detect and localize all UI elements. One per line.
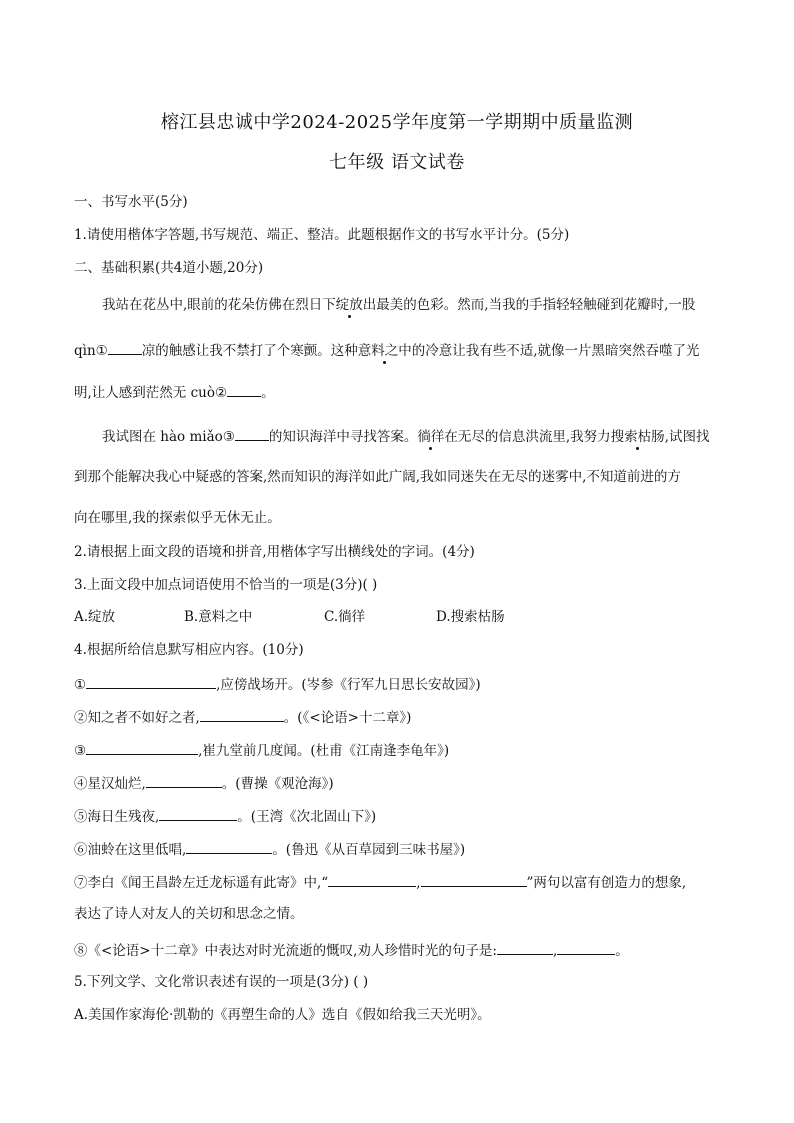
question-1: 1.请使用楷体字答题,书写规范、端正、整洁。此题根据作文的书写水平计分。(5分): [74, 227, 570, 243]
q4-item-5: [74, 806, 734, 826]
item-text: 。(曹操《观沧海》): [221, 776, 334, 792]
item-text: ⑦李白《闻王昌龄左迁龙标遥有此寄》中,“: [74, 875, 329, 891]
pinyin-label: 明,让人感到茫然无 cuò②: [74, 385, 228, 401]
passage-text: 的冷意让我有些不适,就像一片黑暗突然吞噬了光: [411, 343, 700, 359]
answer-blank[interactable]: [86, 740, 198, 755]
dotted-word: 徜徉: [417, 429, 445, 445]
answer-blank[interactable]: [200, 707, 284, 722]
q4-item-4: [74, 773, 734, 793]
item-text: 。(王湾《次北固山下》): [237, 809, 377, 825]
item-text: 。(鲁迅《从百草园到三味书屋》): [272, 842, 466, 858]
pinyin-label: qìn①: [74, 343, 108, 359]
section-2-heading: 二、基础积累(共4道小题,20分): [74, 260, 264, 276]
pinyin-label: 我试图在 hào miǎo③: [102, 429, 235, 445]
passage-p2-line1: [102, 426, 762, 446]
passage-text: 在无尽的信息洪流里,我努力: [444, 429, 611, 445]
answer-blank[interactable]: [146, 773, 222, 788]
item-text: ,: [416, 875, 421, 891]
q4-item-8: [74, 940, 734, 960]
item-text: ②知之者不如好之者,: [74, 710, 200, 726]
answer-blank[interactable]: [86, 674, 216, 689]
item-text: 。: [615, 943, 629, 959]
question-5: 5.下列文学、文化常识表述有误的一项是(3分) ( ): [74, 974, 369, 990]
dotted-word: 意料之中: [357, 343, 412, 359]
question-2: 2.请根据上面文段的语境和拼音,用楷体字写出横线处的字词。(4分): [74, 544, 475, 560]
exam-title: 榕江县忠诚中学2024-2025学年度第一学期期中质量监测: [160, 112, 634, 133]
dotted-word: 绽放: [335, 297, 363, 313]
question-4: 4.根据所给信息默写相应内容。(10分): [74, 642, 304, 658]
answer-blank[interactable]: [235, 426, 269, 441]
item-text: ⑥油蛉在这里低唱,: [74, 842, 187, 858]
q4-item-6: [74, 839, 734, 859]
section-1-heading: 一、书写水平(5分): [74, 194, 188, 210]
passage-text: 的知识海洋中寻找答案。: [268, 429, 418, 445]
q4-item-2: [74, 707, 734, 727]
passage-p1-line1: [102, 296, 762, 314]
item-text: 。(《<论语>十二章》): [283, 710, 412, 726]
passage-text: 出最美的色彩。然而,当我的手指轻轻触碰到花瓣时,一股: [362, 297, 696, 313]
item-text: ,崔九堂前几度闻。(杜甫《江南逢李龟年》): [198, 743, 450, 759]
question-3-options: [74, 608, 734, 626]
item-text: ⑧《<论语>十二章》中表达对时光流逝的慨叹,劝人珍惜时光的句子是:: [74, 943, 497, 959]
passage-text: 。: [261, 385, 275, 401]
option-a[interactable]: A.绽放: [74, 609, 116, 625]
question-3: 3.上面文段中加点词语使用不恰当的一项是(3分)( ): [74, 577, 378, 593]
item-marker: ①: [74, 677, 87, 693]
option-d[interactable]: D.搜索枯肠: [436, 609, 505, 625]
option-b[interactable]: B.意料之中: [184, 609, 253, 625]
item-text: ④星汉灿烂,: [74, 776, 146, 792]
answer-blank[interactable]: [421, 872, 527, 887]
answer-blank[interactable]: [227, 382, 261, 397]
passage-text: 凉的触感让我不禁打了个寒颤。这种: [141, 343, 358, 359]
item-text: ⑤海日生残夜,: [74, 809, 160, 825]
option-c[interactable]: C.徜徉: [324, 609, 366, 625]
item-text: ,应傍战场开。(岑参《行军九日思长安故园》): [216, 677, 481, 693]
answer-blank[interactable]: [328, 872, 416, 887]
answer-blank[interactable]: [557, 940, 615, 955]
question-5-option-a[interactable]: A.美国作家海伦·凯勒的《再塑生命的人》选自《假如给我三天光明》。: [74, 1007, 491, 1023]
q4-item-3: [74, 740, 734, 760]
q4-item-1: [74, 674, 734, 694]
answer-blank[interactable]: [108, 340, 142, 355]
passage-p1-line2: [74, 340, 734, 360]
answer-blank[interactable]: [186, 839, 272, 854]
q4-item-7-cont: 表达了诗人对友人的关切和思念之情。: [74, 906, 304, 922]
passage-text: ,试图找: [664, 429, 710, 445]
answer-blank[interactable]: [497, 940, 553, 955]
item-marker: ③: [74, 743, 87, 759]
passage-text: 我站在花丛中,眼前的花朵仿佛在烈日下: [102, 297, 336, 313]
item-text: ,: [552, 943, 558, 959]
passage-p1-line3: [74, 382, 734, 402]
dotted-word: 搜索枯肠: [610, 429, 665, 445]
passage-p2-line3: 向在哪里,我的探索似乎无休无止。: [74, 510, 281, 526]
q4-item-7: [74, 872, 734, 892]
item-text: ”两句以富有创造力的想象,: [526, 875, 687, 891]
answer-blank[interactable]: [159, 806, 237, 821]
exam-subtitle: 七年级 语文试卷: [329, 152, 465, 173]
passage-p2-line2: 到那个能解决我心中疑惑的答案,然而知识的海洋如此广阔,我如同迷失在无尽的迷雾中,不知道前进的方: [74, 469, 681, 485]
